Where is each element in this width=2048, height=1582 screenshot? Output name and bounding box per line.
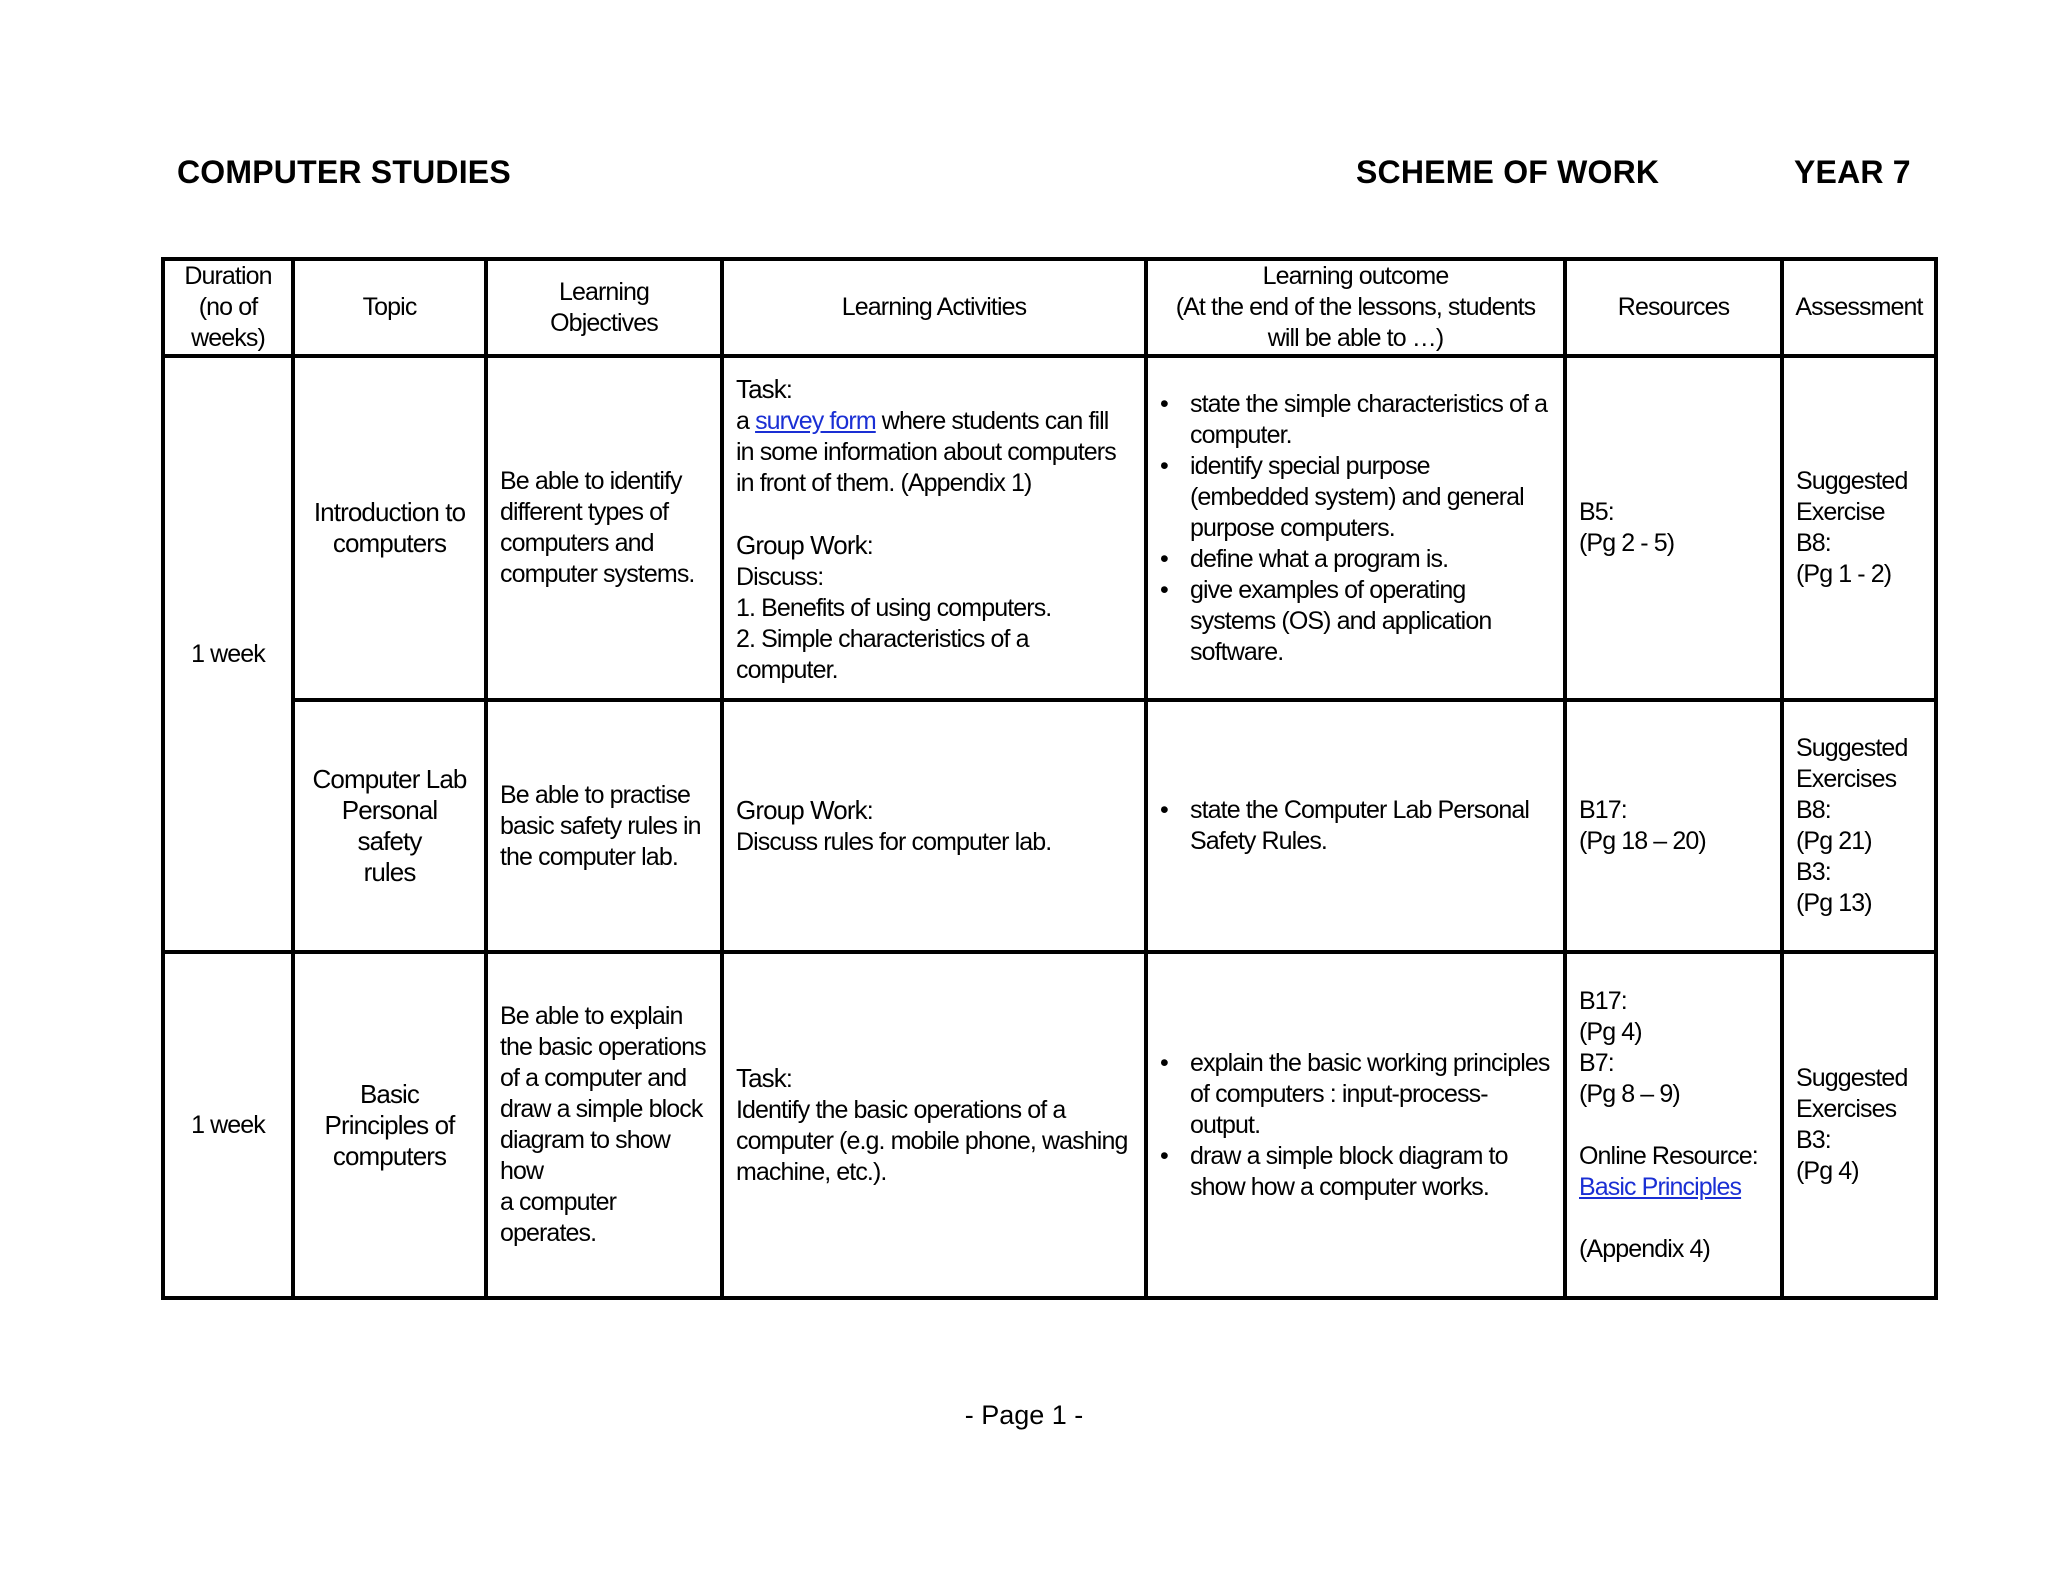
basic-principles-link[interactable]: Basic Principles bbox=[1579, 1172, 1742, 1201]
column-header-objectives: Learning Objectives bbox=[486, 259, 722, 356]
year-level: YEAR 7 bbox=[1794, 154, 1911, 190]
activities-cell: Task: a survey form where students can fill in some information about computers in front of them. (Appendix 1) Group Work: Discuss: 1. Benefits of using computers. 2. Simple characteristics of a computer. bbox=[722, 356, 1146, 700]
resource-lines: B17: (Pg 4) B7: (Pg 8 – 9) bbox=[1579, 986, 1680, 1108]
outcome-item: • state the simple characteristics of a computer. bbox=[1190, 389, 1551, 451]
discuss-label: Discuss: bbox=[736, 563, 824, 591]
assessment-cell: Suggested Exercises B8: (Pg 21) B3: (Pg 13) bbox=[1782, 700, 1936, 952]
outcome-item: • state the Computer Lab Personal Safety Rules. bbox=[1190, 795, 1551, 857]
resources-cell bbox=[1565, 952, 1782, 1298]
table-row bbox=[163, 356, 1936, 700]
activity-text: Identify the basic operations of a computer (e.g. mobile phone, washing machine, etc.). bbox=[736, 1095, 1128, 1186]
group-work-label: Group Work bbox=[736, 794, 867, 825]
objectives-cell: Be able to explain the basic operations of a computer and draw a simple block diagram to show how a computer operates. bbox=[486, 952, 722, 1298]
page-number: - Page 1 - bbox=[964, 1400, 1084, 1430]
resources-cell: B17: (Pg 18 – 20) bbox=[1565, 700, 1782, 952]
column-header-assessment: Assessment bbox=[1782, 259, 1936, 356]
discuss-point: 2. Simple characteristics of a computer. bbox=[736, 625, 1029, 684]
discuss-point: 1. Benefits of using computers. bbox=[736, 594, 1052, 622]
topic-cell: Basic Principles of computers bbox=[293, 952, 486, 1298]
outcome-item: • give examples of operating systems (OS) and application software. bbox=[1190, 575, 1551, 668]
assessment-cell: Suggested Exercises B3: (Pg 4) bbox=[1782, 952, 1936, 1298]
activities-cell: Task: Identify the basic operations of a computer (e.g. mobile phone, washing machine, etc.). bbox=[722, 952, 1146, 1298]
outcome-item: • define what a program is. bbox=[1190, 544, 1551, 575]
activities-cell: Group Work: Discuss rules for computer lab. bbox=[722, 700, 1146, 952]
outcome-item: • explain the basic working principles of computers : input-process-output. bbox=[1190, 1048, 1551, 1141]
task-label: Task bbox=[736, 1062, 786, 1093]
outcome-cell bbox=[1146, 700, 1565, 952]
column-header-resources: Resources bbox=[1565, 259, 1782, 356]
objectives-cell: Be able to practise basic safety rules in the computer lab. bbox=[486, 700, 722, 952]
task-label: Task bbox=[736, 374, 786, 404]
table-header-row bbox=[163, 259, 1936, 356]
column-header-duration: Duration (no of weeks) bbox=[163, 259, 293, 356]
task-text: a survey form where students can fill in some information about computers in front of them. (Appendix 1) bbox=[736, 407, 1116, 497]
resources-cell: B5: (Pg 2 - 5) bbox=[1565, 356, 1782, 700]
document-subject: COMPUTER STUDIES bbox=[177, 154, 511, 190]
column-header-activities: Learning Activities bbox=[722, 259, 1146, 356]
outcome-item: • draw a simple block diagram to show how a computer works. bbox=[1190, 1141, 1551, 1203]
document-title: SCHEME OF WORK bbox=[1356, 154, 1660, 190]
outcome-cell bbox=[1146, 356, 1565, 700]
objectives-cell: Be able to identify different types of computers and computer systems. bbox=[486, 356, 722, 700]
appendix-ref: (Appendix 4) bbox=[1579, 1234, 1710, 1263]
duration-cell: 1 week bbox=[163, 952, 293, 1298]
table-row bbox=[163, 952, 1936, 1298]
group-work-label: Group Work bbox=[736, 530, 867, 560]
table-row bbox=[163, 700, 1936, 952]
duration-cell: 1 week bbox=[163, 356, 293, 952]
activity-text: Discuss rules for computer lab. bbox=[736, 827, 1052, 856]
assessment-cell: Suggested Exercise B8: (Pg 1 - 2) bbox=[1782, 356, 1936, 700]
scheme-of-work-table bbox=[161, 257, 1938, 1300]
outcome-cell bbox=[1146, 952, 1565, 1298]
survey-form-link[interactable]: survey form bbox=[755, 407, 876, 435]
column-header-outcome: Learning outcome (At the end of the lessons, students will be able to …) bbox=[1146, 259, 1565, 356]
topic-cell: Introduction to computers bbox=[293, 356, 486, 700]
topic-cell: Computer Lab Personal safety rules bbox=[293, 700, 486, 952]
online-resource-label: Online Resource: bbox=[1579, 1141, 1758, 1170]
outcome-item: • identify special purpose (embedded system) and general purpose computers. bbox=[1190, 451, 1551, 544]
column-header-topic: Topic bbox=[293, 259, 486, 356]
